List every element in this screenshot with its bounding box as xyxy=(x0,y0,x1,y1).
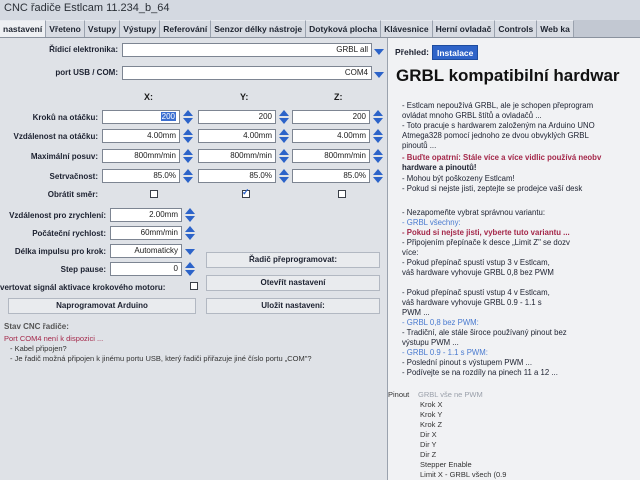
pin-item: Krok X xyxy=(420,400,443,409)
tab-spindle[interactable]: Vřeteno xyxy=(46,20,85,38)
overview-label: Přehled: xyxy=(395,47,430,57)
reverse-direction-label: Obrátit směr: xyxy=(47,190,98,199)
start-speed-input[interactable]: 60mm/min xyxy=(110,226,182,240)
info-line: - Toto pracuje s hardwarem založeným na Arduino UNO xyxy=(402,121,595,130)
steps-y-input[interactable]: 200 xyxy=(198,110,276,124)
info-line: váš hardware vyhovuje GRBL 0,8 bez PWM xyxy=(402,268,554,277)
controller-select[interactable]: GRBL all xyxy=(122,43,372,57)
tab-inputs[interactable]: Vstupy xyxy=(85,20,120,38)
max-feed-x-input[interactable]: 800mm/min xyxy=(102,149,180,163)
pin-item: Dir X xyxy=(420,430,437,439)
start-speed-spinner[interactable] xyxy=(185,226,196,240)
tab-keyboard[interactable]: Klávesnice xyxy=(381,20,432,38)
port-label: port USB / COM: xyxy=(55,68,118,77)
distance-per-rev-label: Vzdálenost na otáčku: xyxy=(13,132,98,141)
info-recommend-line: - Pokud si nejste jisti, vyberte tuto variantu ... xyxy=(402,228,570,237)
open-settings-button[interactable]: Otevřít nastavení xyxy=(206,275,380,291)
pin-item: Limit X - GRBL všech (0.9 xyxy=(420,470,507,479)
axis-y-header: Y: xyxy=(240,92,249,102)
reverse-y-checkbox[interactable] xyxy=(242,190,250,198)
info-line: - Pokud si nejste jisti, zeptejte se prodejce vaší desk xyxy=(402,184,583,193)
chevron-down-icon[interactable] xyxy=(374,72,384,78)
step-pause-input[interactable]: 0 xyxy=(110,262,182,276)
invert-enable-checkbox[interactable] xyxy=(190,282,198,290)
steps-z-spinner[interactable] xyxy=(373,110,384,124)
steps-x-input[interactable] xyxy=(102,110,180,124)
info-line: - Poslední pinout s výstupem PWM ... xyxy=(402,358,532,367)
inertia-y-input[interactable]: 85.0% xyxy=(198,169,276,183)
axis-z-header: Z: xyxy=(334,92,343,102)
pin-item: Stepper Enable xyxy=(420,460,472,469)
info-line: - Mohou být poškozeny Estlcam! xyxy=(402,174,515,183)
tab-settings[interactable]: nastavení xyxy=(0,20,46,38)
tab-controls[interactable]: Controls xyxy=(495,20,537,38)
step-pause-spinner[interactable] xyxy=(185,262,196,276)
steps-z-input[interactable]: 200 xyxy=(292,110,370,124)
program-arduino-button[interactable]: Naprogramovat Arduino xyxy=(8,298,196,314)
info-line: - Podívejte se na rozdíly na pinech 11 a 12 ... xyxy=(402,368,558,377)
info-variant-09[interactable]: - GRBL 0.9 - 1.1 s PWM: xyxy=(402,348,488,357)
info-variant-all[interactable]: - GRBL všechny: xyxy=(402,218,461,227)
pin-item: Dir Y xyxy=(420,440,437,449)
chevron-down-icon[interactable] xyxy=(185,249,195,255)
distance-y-input[interactable]: 4.00mm xyxy=(198,129,276,143)
inertia-x-spinner[interactable] xyxy=(183,169,194,183)
inertia-z-spinner[interactable] xyxy=(373,169,384,183)
distance-z-spinner[interactable] xyxy=(373,129,384,143)
info-line: váš hardware vyhovuje GRBL 0.9 - 1.1 s xyxy=(402,298,542,307)
status-cable-hint: - Kabel připojen? xyxy=(10,344,67,353)
inertia-x-input[interactable]: 85.0% xyxy=(102,169,180,183)
max-feed-y-input[interactable]: 800mm/min xyxy=(198,149,276,163)
max-feed-y-spinner[interactable] xyxy=(279,149,290,163)
info-line: - Pokud přepínač spustí vstup 3 v Estlcam, xyxy=(402,258,550,267)
max-feed-z-input[interactable]: 800mm/min xyxy=(292,149,370,163)
tab-homing[interactable]: Referování xyxy=(160,20,211,38)
tab-installation[interactable]: Instalace xyxy=(432,45,478,60)
pin-item: Krok Y xyxy=(420,410,443,419)
info-line: - Připojením přepínače k desce „Limit Z" se dozv xyxy=(402,238,570,247)
status-title: Stav CNC řadiče: xyxy=(4,322,69,331)
inertia-y-spinner[interactable] xyxy=(279,169,290,183)
controller-label: Řídicí elektronika: xyxy=(49,45,118,54)
info-line: ovládat mnoho GRBL štítů a ovladačů ... xyxy=(402,111,542,120)
title-bar xyxy=(0,0,640,20)
invert-enable-label: vertovat signál aktivace krokového motoru: xyxy=(0,283,166,292)
chevron-down-icon[interactable] xyxy=(374,49,384,55)
info-warning-line: - Buďte opatrní: Stále více a více vidlic používá neobv xyxy=(402,153,602,162)
steps-x-spinner[interactable] xyxy=(183,110,194,124)
info-line: PWM ... xyxy=(402,308,430,317)
reverse-x-checkbox[interactable] xyxy=(150,190,158,198)
info-line: pinoutů ... xyxy=(402,141,437,150)
accel-distance-input[interactable]: 2.00mm xyxy=(110,208,182,222)
info-heading: GRBL kompatibilní hardwar xyxy=(396,66,620,85)
tab-touch-plate[interactable]: Dotyková plocha xyxy=(306,20,381,38)
distance-y-spinner[interactable] xyxy=(279,129,290,143)
save-settings-button[interactable]: Uložit nastavení: xyxy=(206,298,380,314)
reverse-z-checkbox[interactable] xyxy=(338,190,346,198)
distance-x-input[interactable]: 4.00mm xyxy=(102,129,180,143)
info-line: více: xyxy=(402,248,419,257)
inertia-label: Setrvačnost: xyxy=(49,172,98,181)
pulse-length-label: Délka impulsu pro krok: xyxy=(14,247,106,256)
status-port-hint: - Je řadič možná připojen k jinému portu USB, který řadiči přiřazuje jiné číslo portu „COM"? xyxy=(10,354,312,363)
max-feed-label: Maximální posuv: xyxy=(30,152,98,161)
inertia-z-input[interactable]: 85.0% xyxy=(292,169,370,183)
distance-x-spinner[interactable] xyxy=(183,129,194,143)
info-panel xyxy=(387,38,640,480)
step-pause-label: Step pause: xyxy=(60,265,106,274)
accel-distance-spinner[interactable] xyxy=(185,208,196,222)
reprogram-button[interactable]: Řadič přeprogramovat: xyxy=(206,252,380,268)
start-speed-label: Počáteční rychlost: xyxy=(32,229,106,238)
info-line: Atmega328 pomocí jednoho ze dvou obvyklých GRBL xyxy=(402,131,589,140)
steps-x-value: 200 xyxy=(161,112,175,121)
steps-y-spinner[interactable] xyxy=(279,110,290,124)
info-line: - Nezapomeňte vybrat správnou variantu: xyxy=(402,208,546,217)
pinout-header: GRBL vše ne PWM xyxy=(418,390,483,399)
pulse-length-select[interactable]: Automaticky xyxy=(110,244,182,258)
tab-webcam[interactable]: Web ka xyxy=(537,20,574,38)
max-feed-z-spinner[interactable] xyxy=(373,149,384,163)
info-variant-08[interactable]: - GRBL 0,8 bez PWM: xyxy=(402,318,479,327)
tab-tool-length-sensor[interactable]: Senzor délky nástroje xyxy=(211,20,306,38)
tab-outputs[interactable]: Výstupy xyxy=(120,20,160,38)
window-title: CNC řadiče Estlcam 11.234_b_64 xyxy=(4,2,170,14)
pin-item: Dir Z xyxy=(420,450,437,459)
info-line: - Pokud přepínač spustí vstup 4 v Estlcam, xyxy=(402,288,550,297)
max-feed-x-spinner[interactable] xyxy=(183,149,194,163)
pin-item: Krok Z xyxy=(420,420,443,429)
distance-z-input[interactable]: 4.00mm xyxy=(292,129,370,143)
settings-panel xyxy=(0,38,387,480)
pinout-label: Pinout xyxy=(388,390,410,399)
axis-x-header: X: xyxy=(144,92,153,102)
steps-per-rev-label: Kroků na otáčku: xyxy=(32,113,98,122)
info-warning-line: hardware a pinoutů! xyxy=(402,163,477,172)
port-select[interactable]: COM4 xyxy=(122,66,372,80)
info-line: - Tradiční, ale stále široce používaný pinout bez xyxy=(402,328,567,337)
status-port-unavailable: Port COM4 není k dispozici ... xyxy=(4,334,104,343)
info-line: výstupu PWM ... xyxy=(402,338,459,347)
tab-bar xyxy=(0,20,640,38)
info-line: - Estlcam nepoužívá GRBL, ale je schopen přeprogram xyxy=(402,101,594,110)
tab-gamepad[interactable]: Herní ovladač xyxy=(433,20,496,38)
accel-distance-label: Vzdálenost pro zrychlení: xyxy=(9,211,106,220)
